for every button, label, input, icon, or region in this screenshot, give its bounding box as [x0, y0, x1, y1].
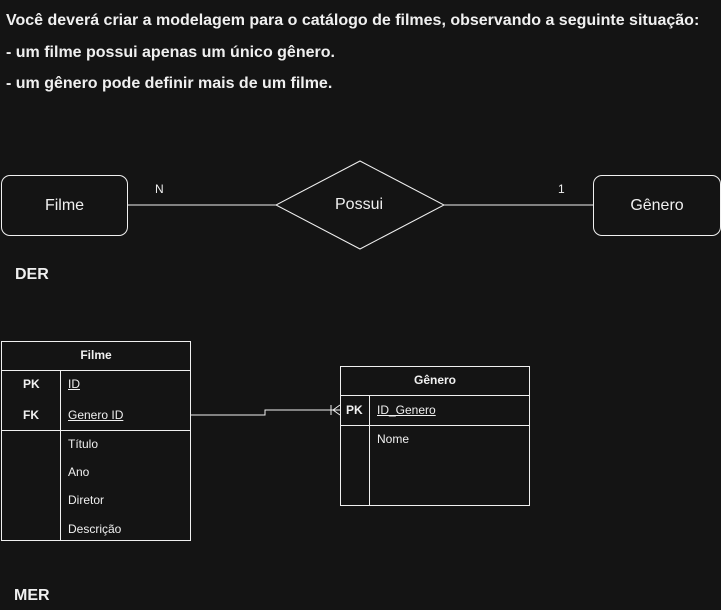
table-filme[interactable]: [1, 341, 191, 541]
statement-line-1: Você deverá criar a modelagem para o catálogo de filmes, observando a seguinte situação:: [6, 12, 700, 29]
statement-line-2: - um filme possui apenas um único gênero.: [6, 44, 335, 61]
entity-genero[interactable]: [593, 175, 721, 236]
table-genero-title: Gênero: [413, 373, 456, 387]
table-genero[interactable]: [340, 366, 530, 506]
entity-genero-label: Gênero: [630, 196, 684, 214]
filme-attr-titulo: Título: [68, 437, 99, 451]
genero-pk-key: PK: [346, 403, 363, 417]
cardinality-n: N: [155, 182, 164, 196]
statement-line-3: - um gênero pode definir mais de um filme.: [6, 75, 333, 92]
filme-pk-key: PK: [23, 377, 40, 391]
relationship-label: Possui: [335, 196, 384, 213]
mer-label: MER: [14, 587, 50, 604]
der-label: DER: [15, 266, 49, 283]
genero-attr-nome: Nome: [377, 432, 410, 446]
filme-fk-key: FK: [23, 408, 39, 422]
filme-attr-descricao: Descrição: [68, 522, 122, 536]
cardinality-1: 1: [558, 182, 565, 196]
fk-relation-line: [190, 405, 340, 415]
entity-filme[interactable]: [1, 175, 128, 236]
filme-attr-ano: Ano: [68, 465, 90, 479]
filme-attr-diretor: Diretor: [68, 493, 105, 507]
filme-pk-field: ID: [68, 377, 80, 391]
filme-fk-field: Genero ID: [68, 408, 124, 422]
genero-pk-field: ID_Genero: [377, 403, 436, 417]
table-filme-title: Filme: [80, 348, 112, 362]
entity-filme-label: Filme: [44, 196, 85, 214]
